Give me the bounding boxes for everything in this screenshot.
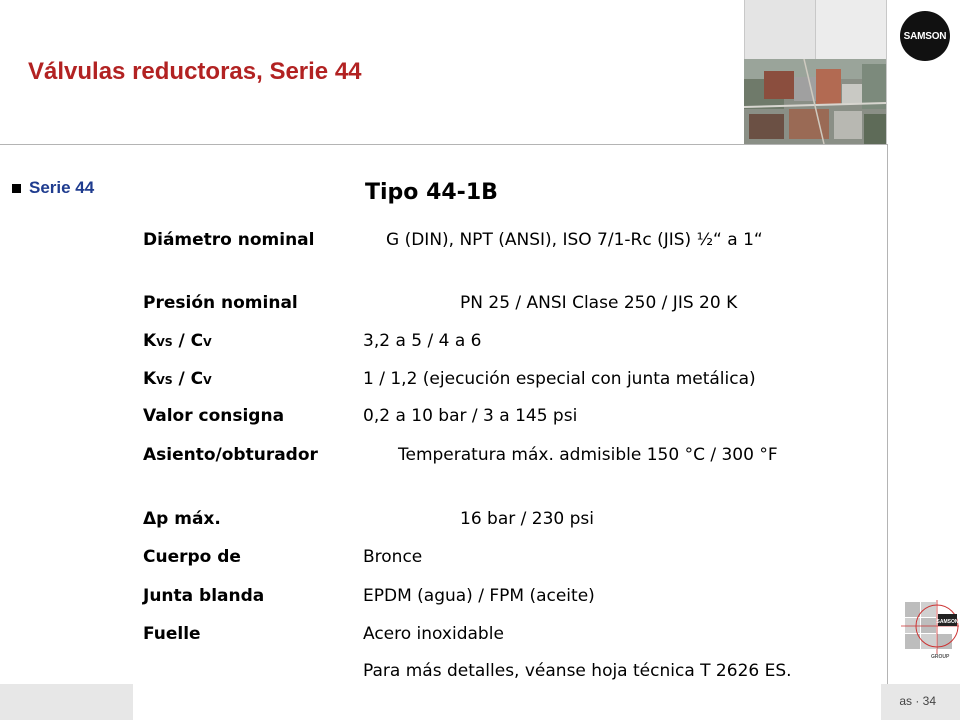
spec-label: Asiento/obturador (143, 445, 318, 465)
footer-page-text: as · 34 (899, 694, 936, 708)
spec-value: 3,2 a 5 / 4 a 6 (363, 331, 482, 351)
header-box-1 (744, 0, 815, 59)
header-grid-line (815, 0, 816, 59)
spec-label: Presión nominal (143, 293, 298, 313)
header-grid-line (886, 0, 887, 144)
header-box-2 (815, 0, 886, 59)
samson-group-logo (901, 600, 959, 662)
spec-label: Fuelle (143, 624, 201, 644)
spec-value: Temperatura máx. admisible 150 °C / 300 °F (398, 445, 778, 465)
spec-value: EPDM (agua) / FPM (aceite) (363, 586, 595, 606)
factory-photo (744, 59, 886, 144)
spec-label: Δp máx. (143, 509, 221, 529)
svg-text:SAMSON: SAMSON (936, 619, 959, 625)
bullet-square-icon (12, 184, 21, 193)
spec-value: 16 bar / 230 psi (460, 509, 594, 529)
footer-white-panel (133, 684, 881, 720)
svg-text:GROUP: GROUP (931, 654, 950, 660)
spec-value: Bronce (363, 547, 423, 567)
spec-label: Diámetro nominal (143, 230, 315, 250)
spec-value: Acero inoxidable (363, 624, 504, 644)
header-rule (0, 144, 887, 145)
spec-value: G (DIN), NPT (ANSI), ISO 7/1-Rc (JIS) ½“ a 1“ (386, 230, 763, 250)
spec-value: Para más detalles, véanse hoja técnica T 2626 ES. (363, 661, 792, 681)
spec-value: 0,2 a 10 bar / 3 a 145 psi (363, 406, 578, 426)
spec-label: Cuerpo de (143, 547, 241, 567)
sidebar-bullet-item (12, 178, 94, 198)
spec-label: Valor consigna (143, 406, 285, 426)
content-right-rule (887, 144, 888, 684)
page-title: Válvulas reductoras, Serie 44 (28, 58, 362, 85)
spec-label: KVS / CV (143, 331, 212, 351)
bullet-label: Serie 44 (29, 178, 95, 197)
spec-value: 1 / 1,2 (ejecución especial con junta metálica) (363, 369, 756, 389)
samson-logo: SAMSON (900, 11, 950, 61)
spec-value: PN 25 / ANSI Clase 250 / JIS 20 K (460, 293, 738, 313)
spec-label: KVS / CV (143, 369, 212, 389)
type-title: Tipo 44-1B (365, 180, 498, 205)
spec-label: Junta blanda (143, 586, 265, 606)
